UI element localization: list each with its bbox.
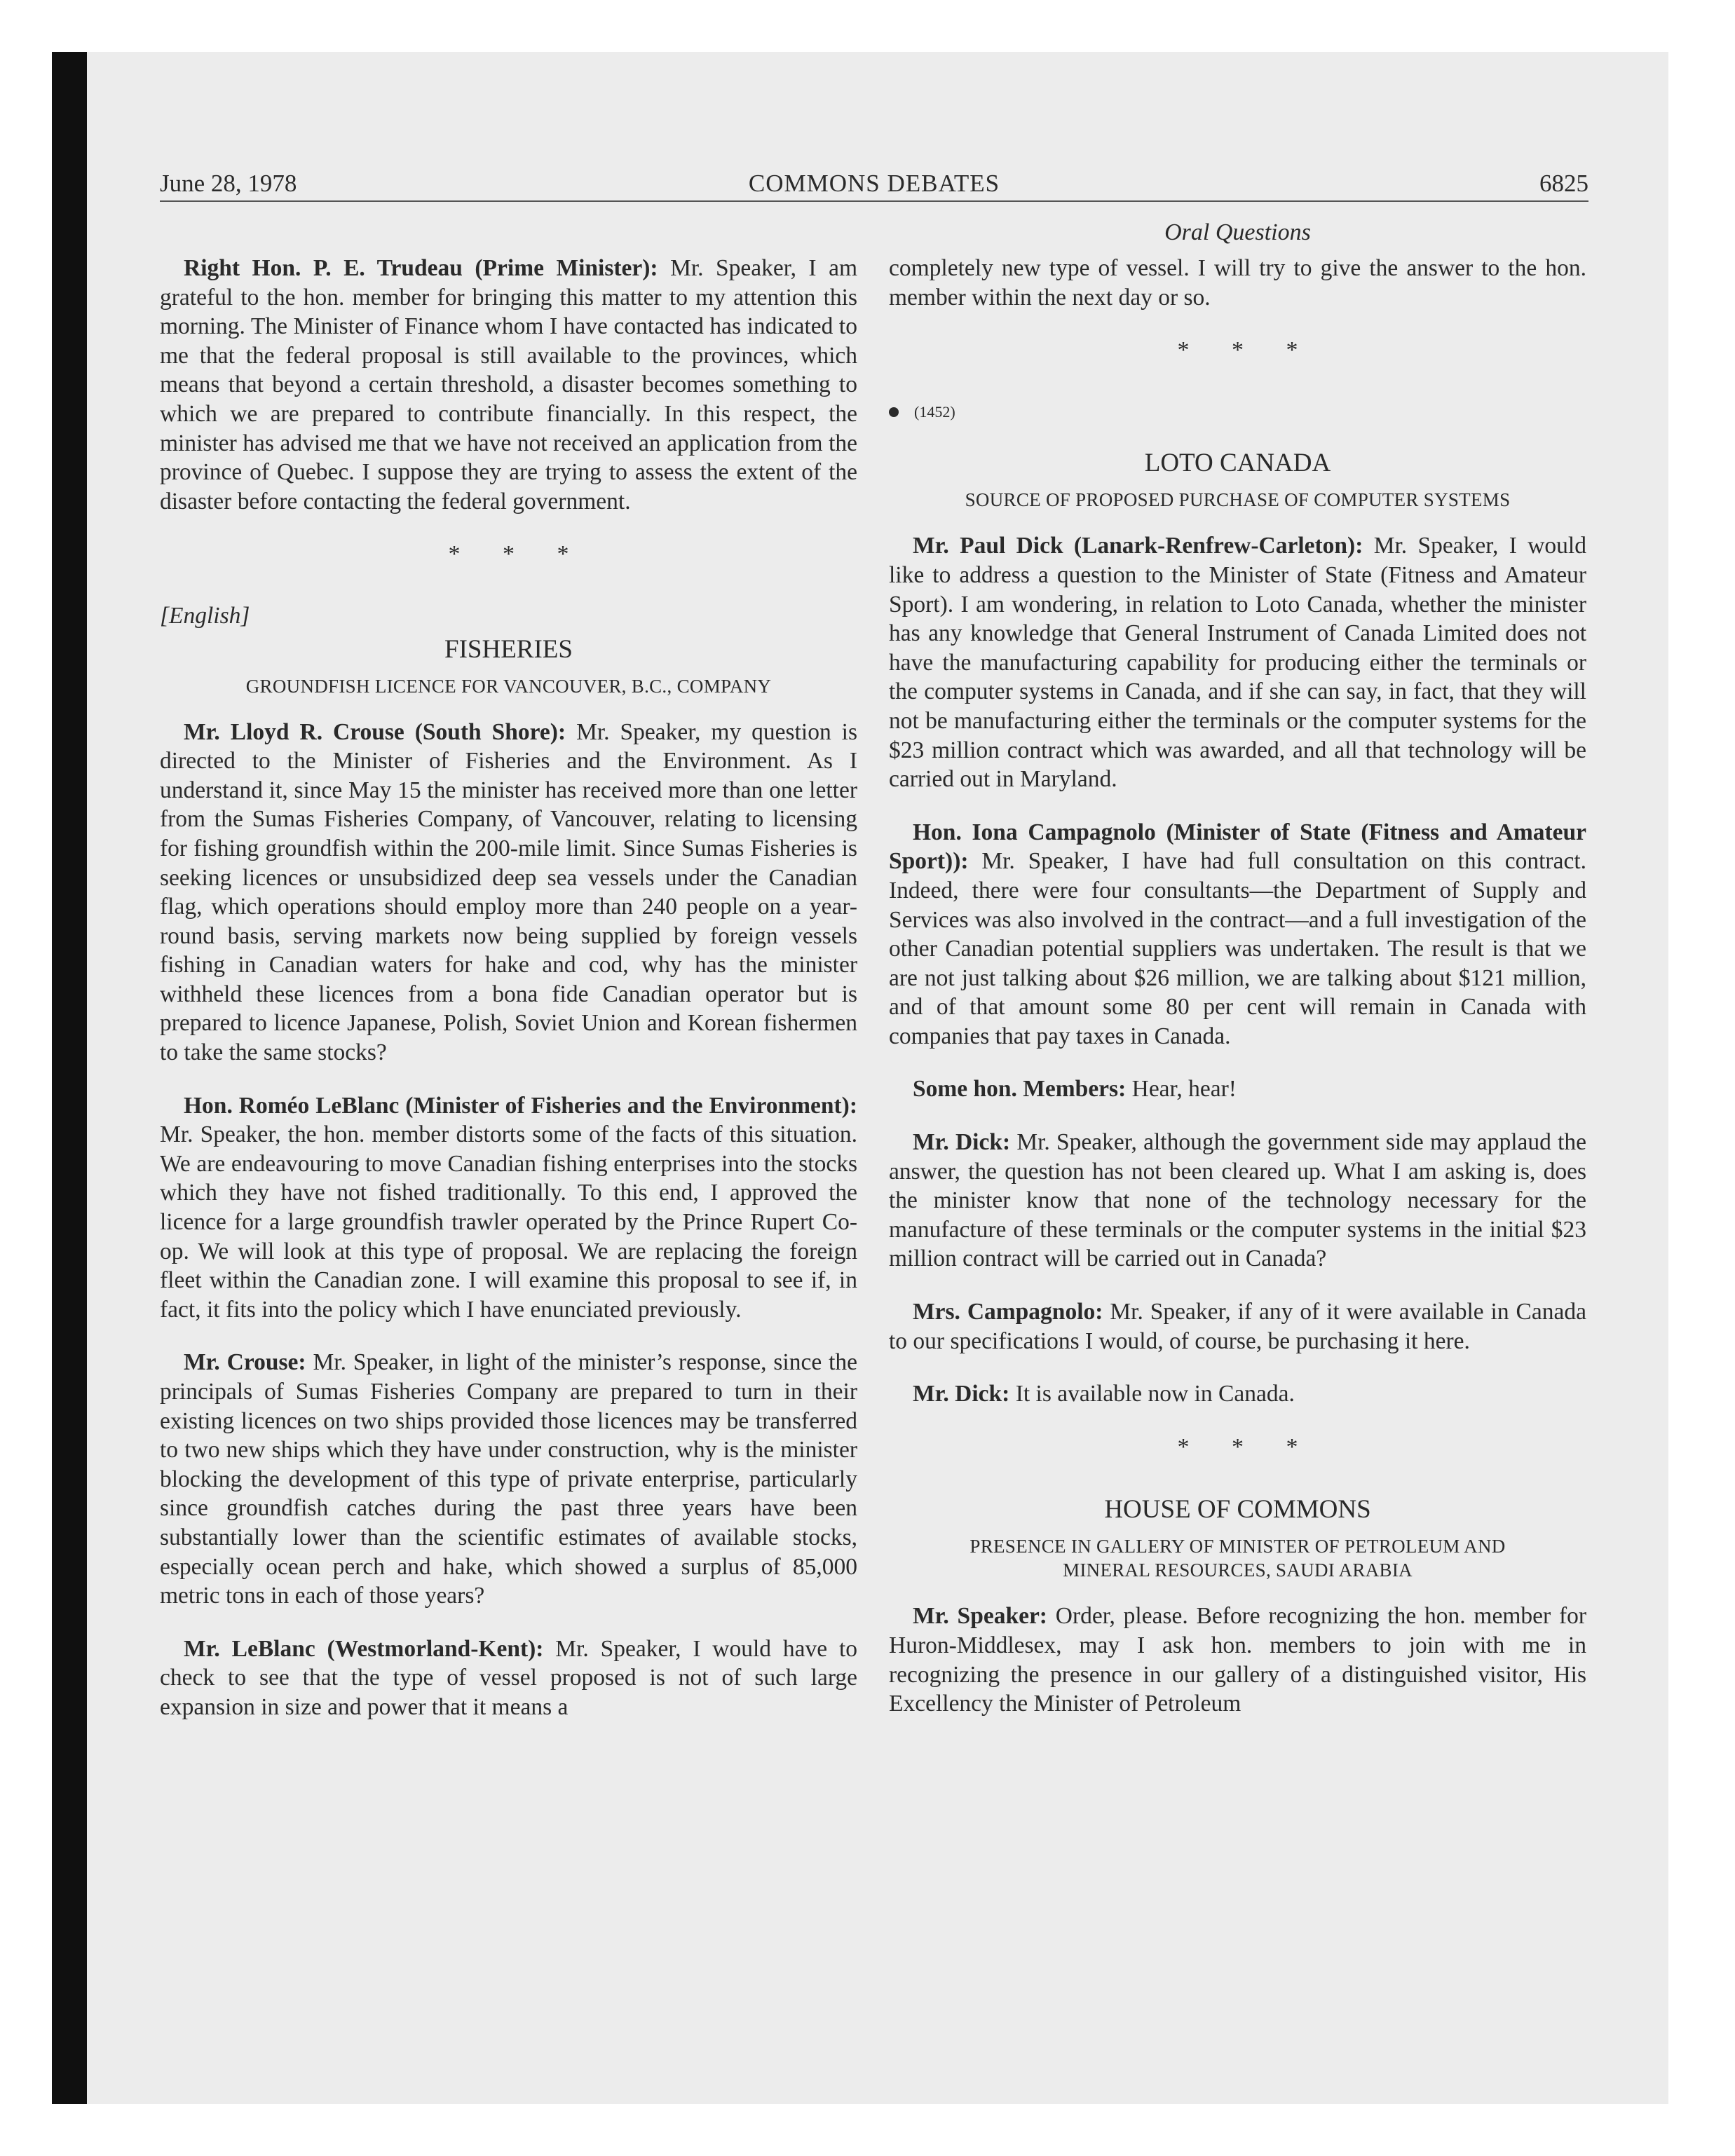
speech-text: Mr. Speaker, my question is directed to the Minister of Fisheries and the Environment. As I understand it, since May 15 the minister has received more than one letter from the Sumas Fisheries Company, of Vancouver, relating to licensing for fishing groundfish within the 200-mile limit. Since Sumas Fisheries is seeking licences or unsubsidized deep sea vessels under the Canadian flag, which operations should employ more than 240 people on a year-round basis, serving markets now being supplied by foreign vessels fishing in Canadian waters for hake and cod, why has the minister withheld these licences from a bona fide Canadian operator but is prepared to licence Japanese, Polish, Soviet Union and Korean fishermen to take the same stocks? bbox=[160, 718, 857, 1066]
speaker-name: Mr. Speaker: bbox=[913, 1603, 1047, 1630]
speech-members bbox=[889, 1074, 1586, 1104]
time-marker bbox=[889, 397, 1586, 427]
speaker-name: Mrs. Campagnolo: bbox=[913, 1299, 1103, 1325]
column-heading: Oral Questions bbox=[1164, 219, 1311, 245]
speech-text: Mr. Speaker, if any of it were available in Canada to our specifications I would, of course, be purchasing it here. bbox=[889, 1299, 1586, 1354]
time-stamp: (1452) bbox=[914, 402, 955, 421]
speech-campagnolo-reply bbox=[889, 1297, 1586, 1356]
language-marker: [English] bbox=[160, 602, 250, 629]
speaker-name: Mr. Dick: bbox=[913, 1381, 1010, 1407]
section-title-loto-canada: LOTO CANADA bbox=[1144, 449, 1331, 478]
speech-campagnolo bbox=[889, 818, 1586, 1051]
speech-crouse-followup bbox=[160, 1348, 857, 1610]
speech-text: Mr. Speaker, although the government side may applaud the answer, the question has not been cleared up. What I am asking is, does the minister know that none of the technology necessary for the manufacture of these terminals or the computer systems in the initial $23 million contract will be carried out in Canada? bbox=[889, 1129, 1586, 1272]
speech-text: Mr. Speaker, I would have to check to see that the type of vessel proposed is not of such large expansion in size and power that it means a bbox=[160, 1635, 857, 1720]
right-column bbox=[889, 254, 1586, 1719]
speech-text: Mr. Speaker, I would like to address a question to the Minister of State (Fitness and Amateur Sport). I am wondering, in relation to Loto Canada, whether the minister has any knowledge that General Instrument of Canada Limited does not have the manufacturing capability for producing either the terminals or the computer systems in Canada, and if she can say, in fact, that they will not be manufacturing either the terminals or the computer systems for the $23 million contract which was awarded, and all that technology will be carried out in Maryland. bbox=[889, 533, 1586, 793]
speech-text: Mr. Speaker, in light of the minister’s response, since the principals of Sumas Fisheries Company are prepared to turn in their existing licences on two ships provided those licences may be transferred to two new ships which they have under construction, why is the minister blocking the development of this type of private enterprise, particularly since groundfish catches during the past three years have been substantially lower than the scientific estimates of available stocks, especially ocean perch and hake, which showed a surplus of 85,000 metric tons in each of those years? bbox=[160, 1349, 858, 1609]
speech-text: Mr. Speaker, the hon. member distorts some of the facts of this situation. We are endeavouring to move Canadian fishing enterprises into the stocks which they have not fished traditionally. To this end, I approved the licence for a large groundfish trawler operated by the Prince Rupert Co-op. We will look at this type of proposal. We are replacing the foreign fleet within the Canadian zone. I will examine this proposal to see if, in fact, it fits into the policy which I have enunciated previously. bbox=[160, 1121, 857, 1323]
section-separator: * * * bbox=[1177, 1433, 1316, 1460]
section-title-fisheries: FISHERIES bbox=[444, 634, 573, 664]
speech-continuation: completely new type of vessel. I will try to give the answer to the hon. member within the next day or so. bbox=[889, 255, 1586, 311]
speaker-name: Mr. Lloyd R. Crouse (South Shore): bbox=[184, 718, 566, 745]
running-head bbox=[160, 167, 1588, 200]
page-date: June 28, 1978 bbox=[160, 170, 297, 197]
speaker-name: Mr. Crouse: bbox=[184, 1349, 306, 1376]
header-rule bbox=[160, 200, 1588, 202]
speaker-name: Mr. Paul Dick (Lanark-Renfrew-Carleton): bbox=[913, 533, 1363, 559]
speaker-name: Mr. LeBlanc (Westmorland-Kent): bbox=[184, 1635, 544, 1662]
speaker-name: Mr. Dick: bbox=[913, 1129, 1011, 1156]
speaker-name: Right Hon. P. E. Trudeau (Prime Minister): bbox=[184, 255, 658, 281]
speech-text: Mr. Speaker, I am grateful to the hon. member for bringing this matter to my attention this morning. The Minister of Finance whom I have contacted has indicated to me that the federal proposal is still available to the provinces, which means that beyond a certain threshold, a disaster becomes something to which we are prepared to contribute financially. In this respect, the minister has advised me that we have not received an application from the province of Quebec. I suppose they are trying to assess the extent of the disaster before contacting the federal government. bbox=[160, 255, 857, 514]
speech-leblanc-reply bbox=[160, 1635, 857, 1722]
speaker-name: Hon. Iona Campagnolo (Minister of State (Fitness and Amateur Sport)): bbox=[889, 819, 1586, 875]
speech-dick-followup bbox=[889, 1128, 1586, 1274]
subhead-line: MINERAL RESOURCES, SAUDI ARABIA bbox=[1063, 1560, 1413, 1581]
section-separator: * * * bbox=[448, 541, 587, 568]
scan-binding-edge bbox=[52, 52, 87, 2104]
section-separator: * * * bbox=[1177, 337, 1316, 364]
speaker-name: Hon. Roméo LeBlanc (Minister of Fisheries and the Environment): bbox=[184, 1092, 857, 1119]
speech-text: It is available now in Canada. bbox=[1015, 1381, 1295, 1407]
speech-leblanc bbox=[160, 1091, 857, 1325]
section-subhead: SOURCE OF PROPOSED PURCHASE OF COMPUTER SYSTEMS bbox=[965, 489, 1511, 511]
page-number: 6825 bbox=[1539, 170, 1588, 197]
speech-text: Hear, hear! bbox=[1131, 1076, 1237, 1103]
subhead-line: PRESENCE IN GALLERY OF MINISTER OF PETROLEUM AND bbox=[969, 1536, 1506, 1557]
bullet-icon bbox=[889, 407, 899, 417]
speaker-name: Some hon. Members: bbox=[913, 1076, 1127, 1103]
section-title-house-of-commons: HOUSE OF COMMONS bbox=[1104, 1495, 1371, 1524]
publication-title: COMMONS DEBATES bbox=[748, 170, 1000, 197]
speech-crouse bbox=[160, 718, 857, 1067]
speech-text: Order, please. Before recognizing the hon. member for Huron-Middlesex, may I ask hon. members to join with me in recognizing the presence in our gallery of a distinguished visitor, His Excellency the Minister of Petroleum bbox=[889, 1603, 1587, 1717]
speech-text: Mr. Speaker, I have had full consultation on this contract. Indeed, there were four consultants—the Department of Supply and Services was also involved in the contract—and a full investigation of the other Canadian potential suppliers was undertaken. The result is that we are not just talking about $26 million, we are talking about $121 million, and of that amount some 80 per cent will remain in Canada with companies that pay taxes in Canada. bbox=[889, 848, 1587, 1049]
speech-dick-final bbox=[889, 1379, 1586, 1409]
section-subhead: GROUNDFISH LICENCE FOR VANCOUVER, B.C., COMPANY bbox=[245, 675, 772, 697]
speech-speaker bbox=[889, 1602, 1586, 1718]
speech-trudeau bbox=[160, 254, 857, 516]
section-subhead bbox=[889, 1534, 1586, 1582]
speech-dick bbox=[889, 531, 1586, 793]
left-column bbox=[160, 254, 857, 1722]
